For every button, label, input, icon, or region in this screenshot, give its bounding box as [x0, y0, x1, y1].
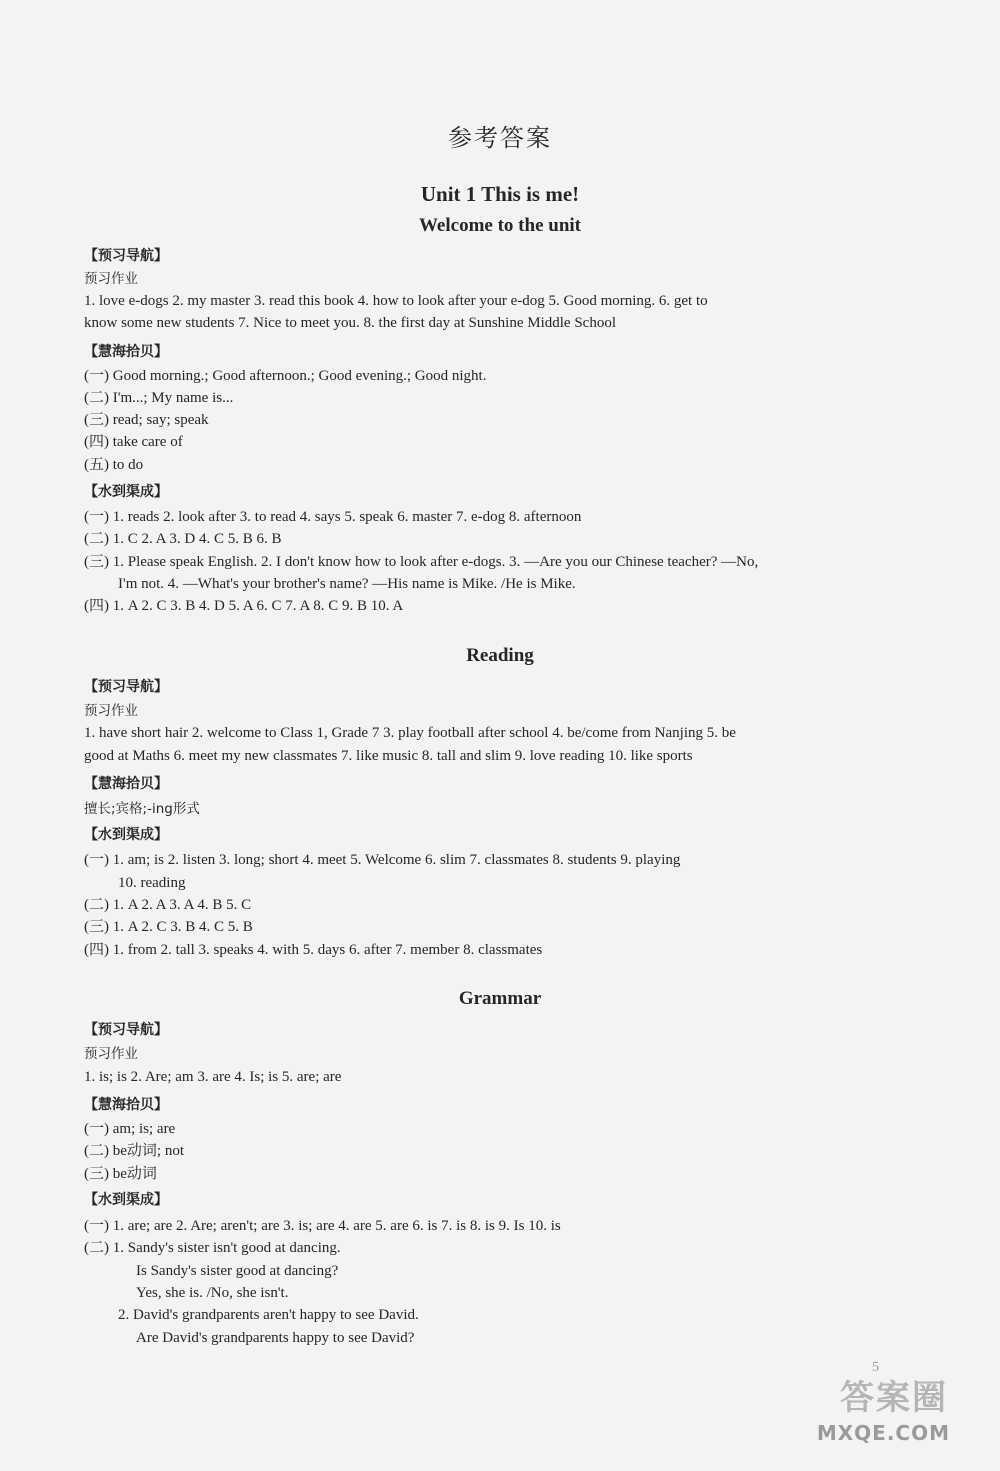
answer-line: (三) 1. Please speak English. 2. I don't know how to look after e-dogs. 3. —Are you our Chinese teacher? —No,	[84, 554, 759, 570]
page-number: 5	[872, 1360, 879, 1375]
answer-line: (二) be动词; not	[84, 1143, 184, 1159]
wisdom-heading: 【慧海拾贝】	[84, 344, 168, 360]
answer-line: (二) 1. Sandy's sister isn't good at dancing.	[84, 1240, 341, 1256]
answer-line: (一) 1. reads 2. look after 3. to read 4. says 5. speak 6. master 7. e-dog 8. afternoon	[84, 509, 582, 525]
answer-line: (三) 1. A 2. C 3. B 4. C 5. B	[84, 919, 253, 935]
preview-homework-label: 预习作业	[84, 271, 138, 287]
preview-nav-heading: 【预习导航】	[84, 248, 168, 264]
answer-line: 10. reading	[118, 875, 186, 891]
answer-line: 1. have short hair 2. welcome to Class 1, Grade 7 3. play football after school 4. be/come from Nanjing 5. be	[84, 725, 736, 741]
watermark	[778, 1361, 978, 1451]
unit-title: Unit 1 This is me!	[420, 182, 580, 206]
answer-line: Is Sandy's sister good at dancing?	[136, 1263, 339, 1279]
watermark-logo: 答案圈	[840, 1378, 948, 1418]
answer-line: (四) 1. A 2. C 3. B 4. D 5. A 6. C 7. A 8. C 9. B 10. A	[84, 598, 404, 614]
preview-nav-heading: 【预习导航】	[84, 679, 168, 695]
practice-heading: 【水到渠成】	[84, 827, 168, 843]
answer-line: (三) read; say; speak	[84, 412, 209, 428]
answer-line: 2. David's grandparents aren't happy to see David.	[118, 1307, 419, 1323]
answer-line: good at Maths 6. meet my new classmates 7. like music 8. tall and slim 9. love reading 10. like sports	[84, 748, 693, 764]
preview-homework-label: 预习作业	[84, 1046, 138, 1062]
answer-line: (三) be动词	[84, 1166, 157, 1182]
section-title-reading: Reading	[466, 645, 534, 666]
answer-line: (一) Good morning.; Good afternoon.; Good evening.; Good night.	[84, 368, 487, 384]
watermark-site: MXQE.COM	[816, 1421, 950, 1445]
answer-line: Are David's grandparents happy to see David?	[136, 1330, 415, 1346]
answer-line: (一) 1. am; is 2. listen 3. long; short 4. meet 5. Welcome 6. slim 7. classmates 8. students 9. playing	[84, 852, 681, 868]
answer-line: know some new students 7. Nice to meet you. 8. the first day at Sunshine Middle School	[84, 315, 617, 331]
section-title-welcome: Welcome to the unit	[418, 215, 581, 236]
wisdom-heading: 【慧海拾贝】	[84, 1097, 168, 1113]
answer-line: Yes, she is. /No, she isn't.	[136, 1285, 289, 1301]
page-title: 参考答案	[448, 126, 552, 152]
preview-nav-heading: 【预习导航】	[84, 1022, 168, 1038]
answer-line: 擅长;宾格;-ing形式	[84, 801, 200, 817]
practice-heading: 【水到渠成】	[84, 1192, 168, 1208]
answer-line: (一) 1. are; are 2. Are; aren't; are 3. is; are 4. are 5. are 6. is 7. is 8. is 9. Is 10. is	[84, 1218, 561, 1234]
practice-heading: 【水到渠成】	[84, 484, 168, 500]
preview-homework-label: 预习作业	[84, 703, 138, 719]
answer-line: (二) 1. C 2. A 3. D 4. C 5. B 6. B	[84, 531, 282, 547]
answer-line: 1. is; is 2. Are; am 3. are 4. Is; is 5. are; are	[84, 1069, 342, 1085]
answer-line: (一) am; is; are	[84, 1121, 176, 1137]
answer-line: (五) to do	[84, 457, 144, 473]
answer-line: 1. love e-dogs 2. my master 3. read this book 4. how to look after your e-dog 5. Good morning. 6. get to	[84, 293, 708, 309]
answer-line: (四) take care of	[84, 434, 183, 450]
wisdom-heading: 【慧海拾贝】	[84, 776, 168, 792]
answer-line: (二) I'm...; My name is...	[84, 390, 234, 406]
answer-line: (四) 1. from 2. tall 3. speaks 4. with 5. days 6. after 7. member 8. classmates	[84, 942, 543, 958]
section-title-grammar: Grammar	[458, 988, 542, 1009]
answer-line: I'm not. 4. —What's your brother's name? —His name is Mike. /He is Mike.	[118, 576, 576, 592]
answer-line: (二) 1. A 2. A 3. A 4. B 5. C	[84, 897, 252, 913]
